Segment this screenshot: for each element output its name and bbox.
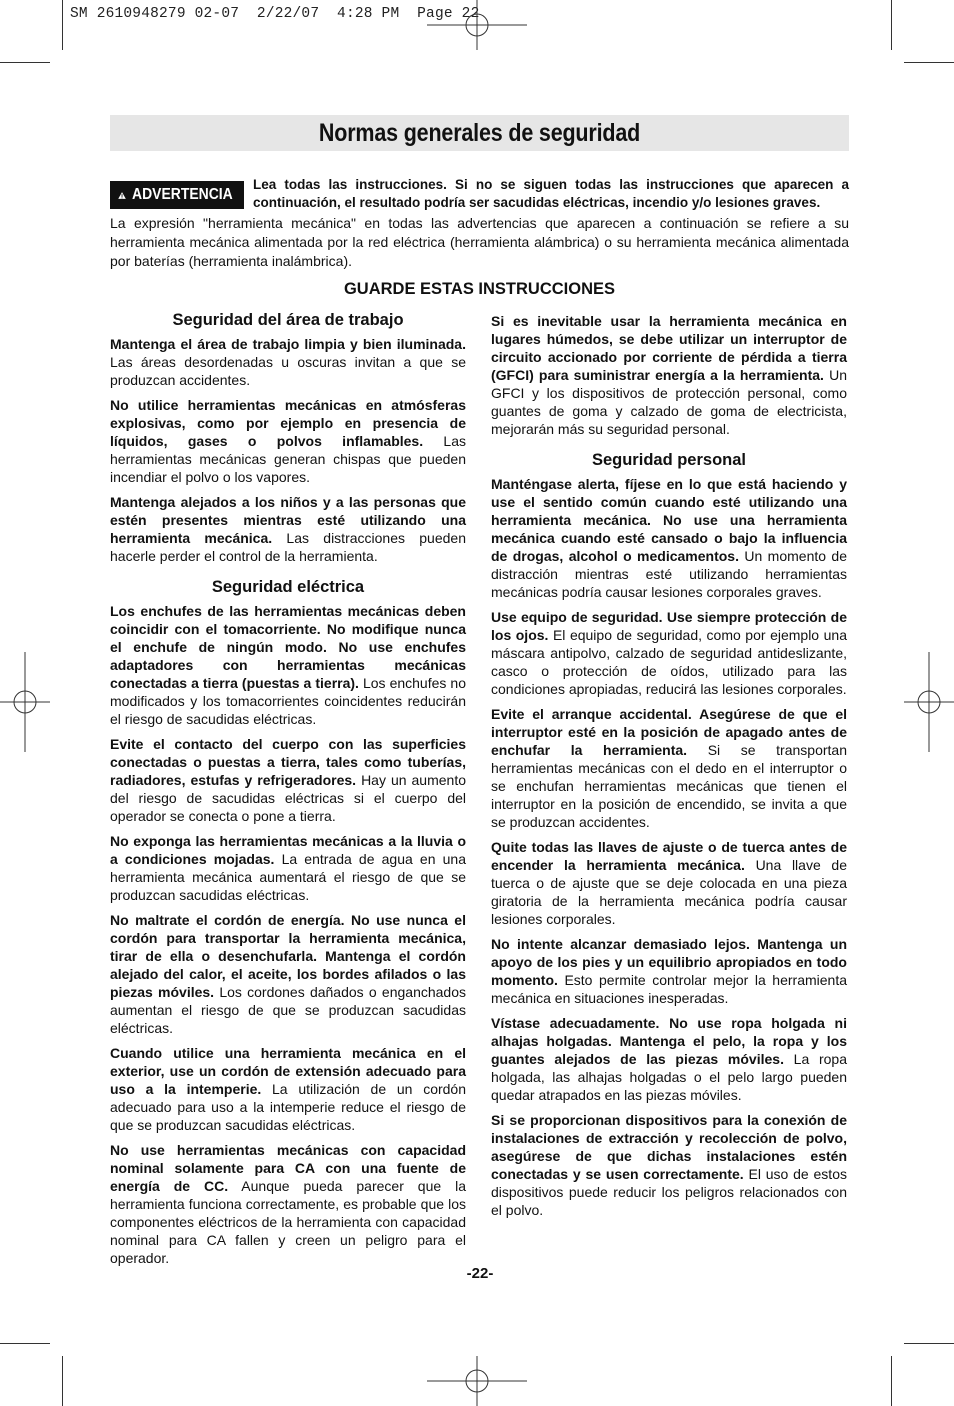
warning-text: Lea todas las instrucciones. Si no se siguen todas las instrucciones que aparecen a continuación, el resultado podría ser sacudidas eléctricas, incendio y/o lesiones graves. [253, 177, 849, 210]
crop-mark-top-right-v [891, 0, 892, 50]
paragraph: Evite el arranque accidental. Asegúrese de que el interruptor esté en la posición de apagado antes de enchufar la herramienta. Si se transportan herramientas mecánicas con el dedo en el interruptor o se enchufan herramientas mecánicas que tienen el interruptor en la posición de encendido, se invita a que se produzcan accidentes. [491, 706, 847, 830]
section-heading-electrical: Seguridad eléctrica [211, 578, 365, 596]
paragraph: Si se proporcionan dispositivos para la conexión de instalaciones de extracción y recolección de polvo, asegúrese de que dichas instalaciones estén conectadas y se usen correctamente. El uso de estos dispositivos puede reducir los peligros relacionados con el polvo. [491, 1112, 847, 1218]
right-column [491, 312, 847, 1226]
paragraph: Mantenga el área de trabajo limpia y bien iluminada. Las áreas desordenadas u oscuras invitan a que se produzcan accidentes. [110, 336, 466, 388]
paragraph: Los enchufes de las herramientas mecánicas deben coincidir con el tomacorriente. No modifique nunca el enchufe de ningún modo. No use enchufes adaptadores con herramientas mecánicas conectadas a tierra (puestas a tierra). Los enchufes no modificados y los tomacorrientes coincidentes reducirán el riesgo de sacudidas eléctricas. [110, 603, 466, 727]
intro-paragraph: La expresión "herramienta mecánica" en todas las advertencias que aparecen a continuación se refiere a su herramienta mecánica alimentada por la red eléctrica (herramienta alámbrica) o su herramienta mecánica alimentada por baterías (herramienta inalámbrica). [110, 215, 849, 269]
registration-mark-top-icon [427, 0, 527, 50]
crop-mark-top-right-h [904, 62, 954, 63]
paragraph: No intente alcanzar demasiado lejos. Mantenga un apoyo de los pies y un equilibrio apropiados en todo momento. Esto permite controlar mejor la herramienta mecánica en situaciones inesperadas. [491, 936, 847, 1006]
section-heading-personal: Seguridad personal [591, 451, 747, 469]
paragraph: Si es inevitable usar la herramienta mecánica en lugares húmedos, se debe utilizar un interruptor de circuito accionado por corriente de pérdida a tierra (GFCI) para suministrar energía a la herramienta. Un GFCI y los dispositivos de protección personal, como guantes de goma y calzado de goma de electricista, mejorarán más su seguridad personal. [491, 313, 847, 437]
print-slug: SM 2610948279 02-07 2/22/07 4:28 PM Page 22 [70, 6, 480, 22]
paragraph: Vístase adecuadamente. No use ropa holgada ni alhajas holgadas. Mantenga el pelo, la ropa y los guantes alejados de las piezas móviles. La ropa holgada, las alhajas holgadas o el pelo largo pueden quedar atrapados en las piezas móviles. [491, 1015, 847, 1103]
crop-mark-bottom-right-v [891, 1356, 892, 1406]
page-number: -22- [466, 1265, 494, 1282]
paragraph: Evite el contacto del cuerpo con las superficies conectadas o puestas a tierra, tales como tuberías, radiadores, estufas y refrigeradores. Hay un aumento del riesgo de sacudidas eléctricas si el cuerpo del operador se conecta o pone a tierra. [110, 736, 466, 824]
left-column [110, 309, 466, 1274]
crop-mark-bottom-left-h [0, 1343, 50, 1344]
paragraph: Quite todas las llaves de ajuste o de tuerca antes de encender la herramienta mecánica. Una llave de tuerca o de ajuste que se deje colocada en una pieza giratoria de la herramienta mecánica podría causar lesiones corporales. [491, 839, 848, 927]
crop-mark-bottom-left-v [62, 1356, 63, 1406]
paragraph: Cuando utilice una herramienta mecánica en el exterior, use un cordón de extensión adecuado para uso a la intemperie. La utilización de un cordón adecuado para uso a la intemperie reduce el riesgo de que se produzcan sacudidas eléctricas. [110, 1045, 466, 1133]
paragraph: No use herramientas mecánicas con capacidad nominal solamente para CA con una fuente de energía de CC. Aunque pueda parecer que la herramienta funciona correctamente, es probable que los componentes eléctricos de la herramienta con capacidad nominal para CA fallen y creen un peligro para el operador. [110, 1142, 466, 1266]
crop-mark-bottom-right-h [904, 1343, 954, 1344]
section-heading-work-area: Seguridad del área de trabajo [172, 311, 404, 329]
paragraph: Use equipo de seguridad. Use siempre protección de los ojos. El equipo de seguridad, como por ejemplo una máscara antipolvo, calzado de seguridad antideslizante, casco o protección de oídos, utilizado para las condiciones apropiadas, reducirá las lesiones corporales. [491, 609, 847, 697]
crop-mark-top-left-h [0, 62, 50, 63]
paragraph: Manténgase alerta, fíjese en lo que está haciendo y use el sentido común cuando esté utilizando una herramienta mecánica. No use una herramienta mecánica cuando esté cansado o bajo la influencia de drogas, alcohol o medicamentos. Un momento de distracción mientras esté utilizando herramientas mecánicas podría causar lesiones corporales graves. [491, 476, 848, 600]
save-instructions-heading: GUARDE ESTAS INSTRUCCIONES [343, 280, 616, 298]
paragraph: No maltrate el cordón de energía. No use nunca el cordón para transportar la herramienta mecánica, tirar de ella o desenchufarla. Mantenga el cordón alejado del calor, el aceite, los bordes afilados o las piezas móviles. Los cordones dañados o enganchados aumentan el riesgo de que se produzcan sacudidas eléctricas. [110, 912, 467, 1036]
page-title: Normas generales de seguridad [318, 119, 641, 147]
warning-triangle-icon [118, 188, 126, 203]
title-bar [110, 115, 849, 151]
warning-badge-label: ADVERTENCIA [132, 186, 233, 203]
crop-mark-top-left-v [62, 0, 63, 50]
registration-mark-bottom-icon [427, 1356, 527, 1406]
paragraph: No utilice herramientas mecánicas en atmósferas explosivas, como por ejemplo en presencia de líquidos, gases o polvos inflamables. Las herramientas mecánicas generan chispas que pueden incendiar el polvo o los vapores. [110, 397, 466, 485]
paragraph: Mantenga alejados a los niños y a las personas que estén presentes mientras esté utilizando una herramienta mecánica. Las distracciones pueden hacerle perder el control de la herramienta. [110, 494, 466, 564]
registration-mark-right-icon [904, 652, 954, 752]
warning-badge [110, 181, 244, 209]
paragraph: No exponga las herramientas mecánicas a la lluvia o a condiciones mojadas. La entrada de agua en una herramienta mecánica aumentará el riesgo de que se produzcan sacudidas eléctricas. [110, 833, 467, 903]
registration-mark-left-icon [0, 652, 50, 752]
